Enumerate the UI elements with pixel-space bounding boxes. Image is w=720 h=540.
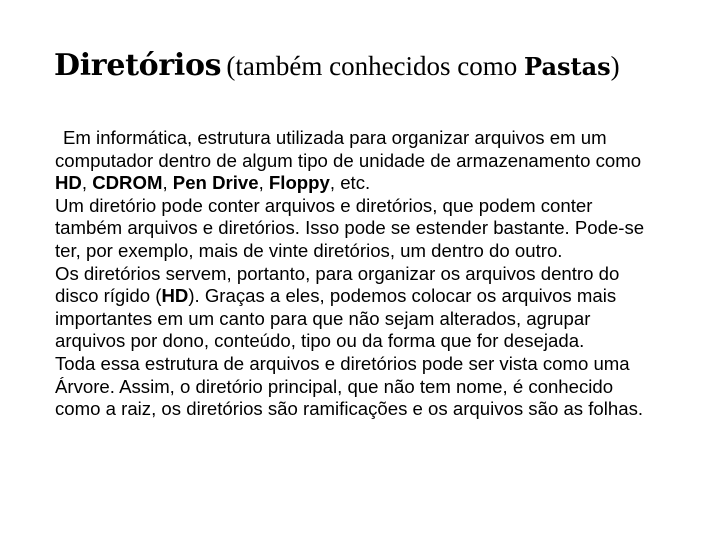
body-line: Um diretório pode conter arquivos e diretórios, que podem conter (55, 194, 593, 216)
line-start: disco rígido ( (55, 285, 162, 307)
body-line: Os diretórios servem, portanto, para organizar os arquivos dentro do (55, 262, 620, 284)
body-line: arquivos por dono, conteúdo, tipo ou da forma que for desejada. (55, 330, 585, 352)
term-hd: HD (55, 172, 82, 194)
body-line: Em informática, estrutura utilizada para organizar arquivos em um (63, 127, 607, 148)
body-line (55, 172, 705, 195)
line-end: , etc. (329, 172, 371, 194)
body-line: computador dentro de algum tipo de unidade de armazenamento como (55, 149, 642, 171)
body-line (55, 285, 705, 308)
term-cdrom: CDROM (92, 172, 163, 194)
separator: , (162, 172, 173, 194)
separator: , (258, 172, 269, 194)
title-sub-close: ) (610, 51, 620, 81)
body-line: Toda essa estrutura de arquivos e diretórios pode ser vista como uma (55, 352, 630, 374)
term-pen-drive: Pen Drive (172, 172, 259, 194)
term-hd: HD (161, 285, 189, 307)
body-line: importantes em um canto para que não sejam alterados, agrupar (55, 307, 591, 329)
slide-title (54, 48, 704, 83)
body-line: ter, por exemplo, mais de vinte diretórios, um dentro do outro. (55, 239, 563, 261)
title-subtitle (226, 51, 619, 81)
title-main: Diretórios (54, 48, 222, 83)
title-sub-open: (também conhecidos como (226, 51, 525, 81)
slide-body (55, 127, 705, 421)
body-line: como a raiz, os diretórios são ramificações e os arquivos são as folhas. (55, 398, 644, 420)
body-line: também arquivos e diretórios. Isso pode se estender bastante. Pode-se (55, 217, 645, 239)
body-line: Árvore. Assim, o diretório principal, que não tem nome, é conhecido (55, 375, 614, 397)
separator: , (81, 172, 93, 194)
title-sub-bold: Pastas (524, 52, 611, 81)
term-floppy: Floppy (268, 172, 330, 194)
line-end: ). Graças a eles, podemos colocar os arquivos mais (188, 285, 617, 307)
